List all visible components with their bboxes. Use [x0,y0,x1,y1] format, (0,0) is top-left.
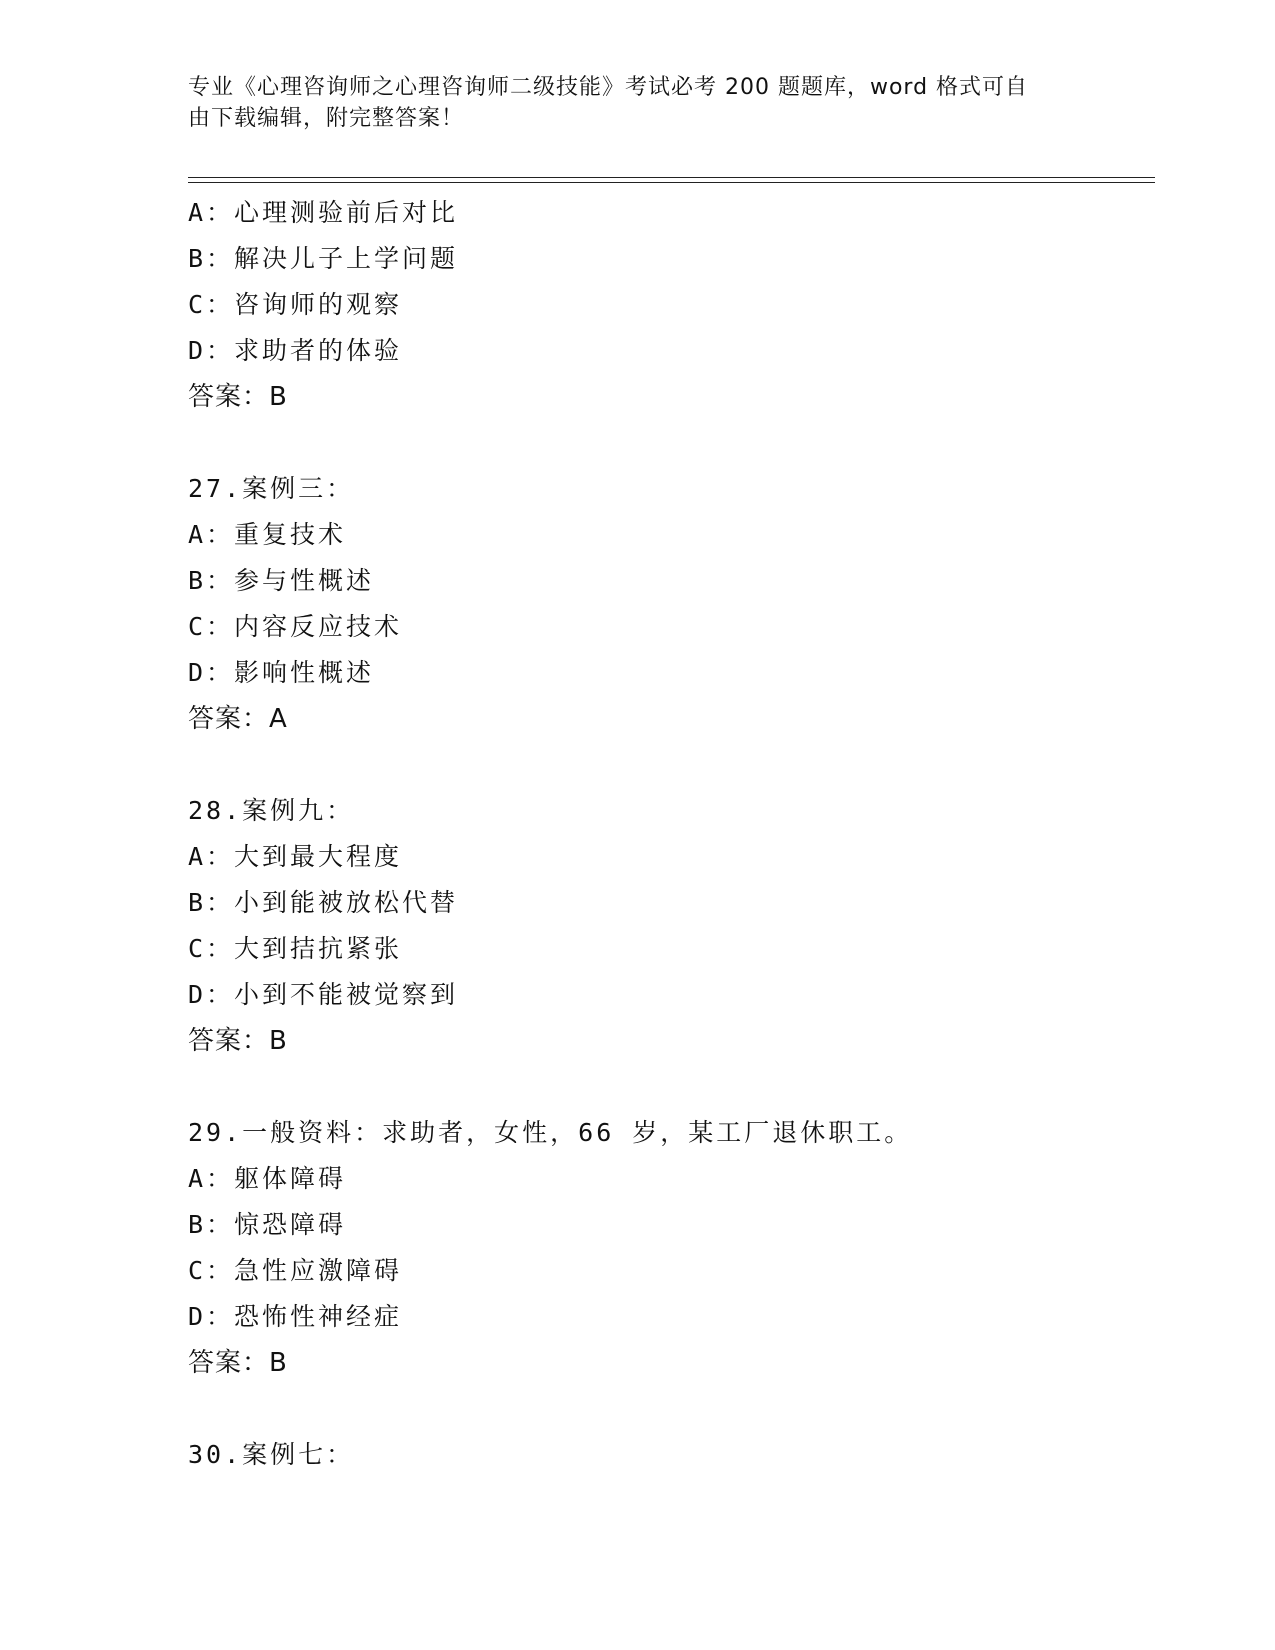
option-b: B：惊恐障碍 [188,1210,347,1239]
option-a: A：大到最大程度 [188,842,403,871]
spacer [188,742,1148,788]
option-c: C：咨询师的观察 [188,290,403,319]
document-header [188,72,1068,134]
option-b: B：参与性概述 [188,566,375,595]
header-line-1: 专业《心理咨询师之心理咨询师二级技能》考试必考 200 题题库，word 格式可自 [188,75,1029,100]
spacer [188,1064,1148,1110]
option-d: D：影响性概述 [188,658,375,687]
question-30: 30.案例七： [188,1440,355,1469]
header-divider-bottom [188,182,1155,183]
option-d: D：小到不能被觉察到 [188,980,459,1009]
option-b: B：解决儿子上学问题 [188,244,459,273]
option-a: A：心理测验前后对比 [188,198,459,227]
header-line-2: 由下载编辑，附完整答案！ [188,106,465,131]
question-27: 27.案例三： [188,474,355,503]
question-list [188,190,1148,1478]
option-d: D：恐怖性神经症 [188,1302,403,1331]
answer-line: 答案：A [188,704,288,734]
option-b: B：小到能被放松代替 [188,888,459,917]
answer-line: 答案：B [188,382,288,412]
option-c: C：内容反应技术 [188,612,403,641]
spacer [188,420,1148,466]
answer-line: 答案：B [188,1026,288,1056]
answer-line: 答案：B [188,1348,288,1378]
spacer [188,1386,1148,1432]
option-a: A：重复技术 [188,520,347,549]
option-c: C：急性应激障碍 [188,1256,403,1285]
question-28: 28.案例九： [188,796,355,825]
question-29: 29.一般资料：求助者，女性，66 岁，某工厂退休职工。 [188,1118,913,1147]
header-divider-top [188,177,1155,178]
option-a: A：躯体障碍 [188,1164,347,1193]
option-d: D：求助者的体验 [188,336,403,365]
option-c: C：大到拮抗紧张 [188,934,403,963]
